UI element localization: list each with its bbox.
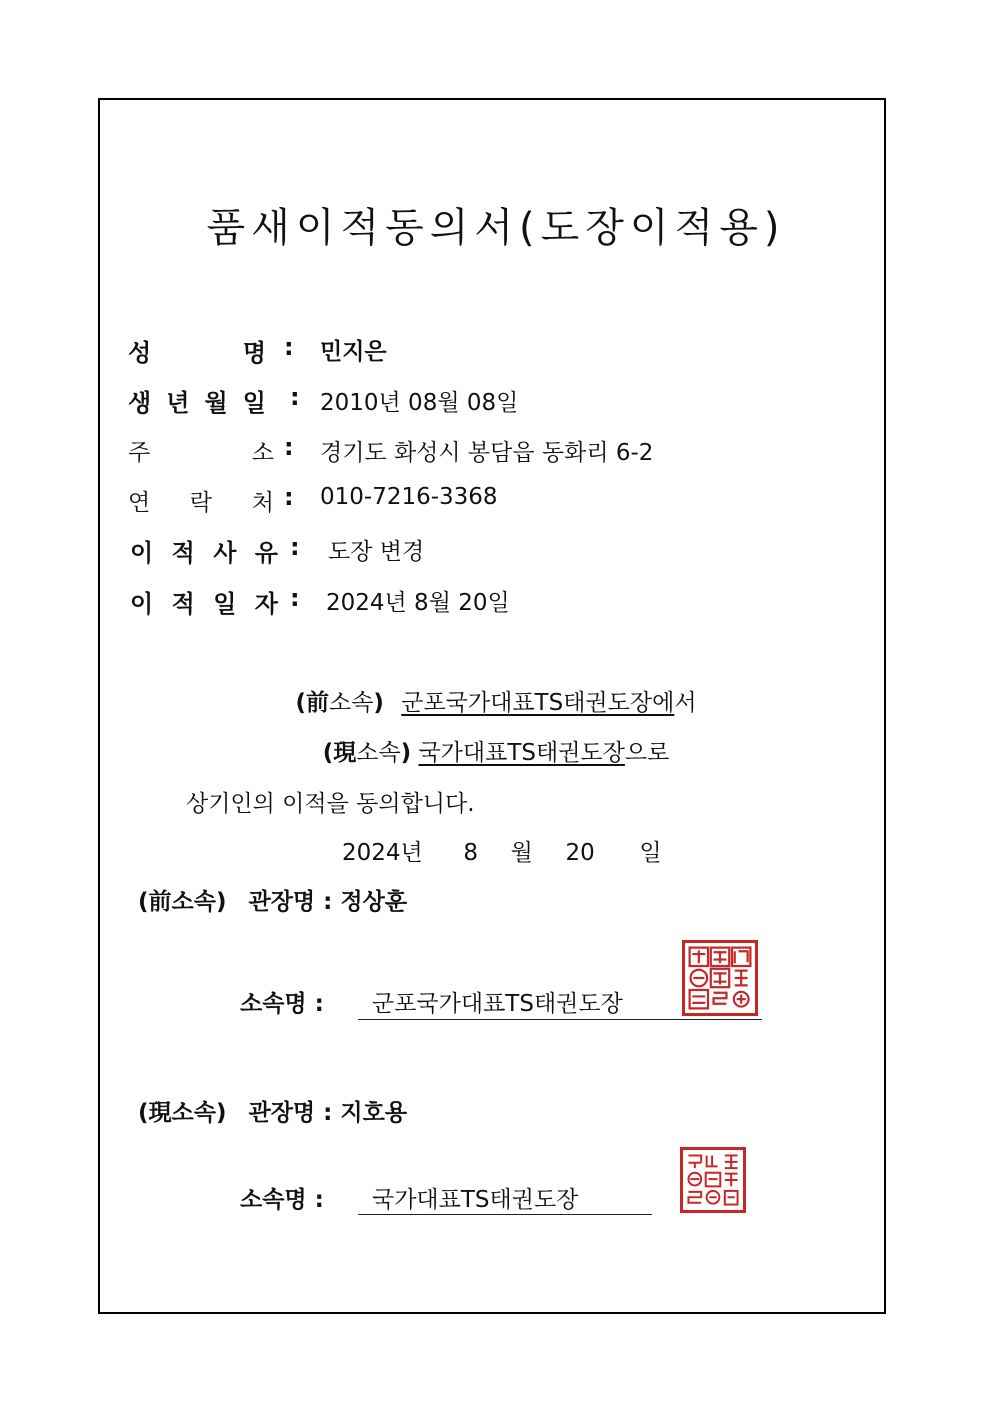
prev-tag-close: ) [373, 690, 384, 716]
sign-month: 8 [463, 840, 479, 866]
new-org-label: 소속명 : [240, 1187, 324, 1213]
address-colon: : [284, 433, 294, 461]
new-head-label: 관장명 [248, 1100, 316, 1126]
new-affiliation-line [0, 734, 992, 767]
new-seal-glyphs [683, 1150, 743, 1210]
new-head-row: (現소속) 관장명 : 지호용 [138, 1100, 408, 1126]
new-dojang-seal [680, 1147, 746, 1213]
new-tag-close: ) [400, 740, 412, 766]
new-section-tag: (現소속) [138, 1100, 227, 1126]
reason-label: 이 적 사 유 [130, 539, 280, 567]
prev-affiliation-line [0, 684, 992, 717]
new-head-name: 지호용 [340, 1100, 408, 1126]
new-dojang-name: 국가대표TS태권도장 [418, 740, 625, 766]
new-tag-open: (現 [322, 740, 357, 766]
sign-month-unit: 월 [510, 840, 533, 866]
prev-org-label: 소속명 : [240, 991, 324, 1017]
birth-value: 2010년 08월 08일 [320, 390, 519, 416]
contact-value: 010-7216-3368 [320, 484, 498, 510]
sign-year: 2024년 [342, 840, 423, 866]
prev-seal-glyphs [685, 943, 755, 1013]
name-colon: : [284, 333, 294, 361]
new-org-underline [358, 1214, 652, 1215]
prev-tag-open: (前 [295, 690, 329, 716]
date-value: 2024년 8월 20일 [326, 590, 510, 616]
prev-section-tag: (前소속) [138, 889, 227, 915]
sign-date [342, 834, 662, 867]
name-value: 민지은 [320, 339, 387, 365]
contact-label: 연 락 처 [128, 490, 274, 516]
new-org-name: 국가대표TS태권도장 [372, 1187, 579, 1213]
reason-value: 도장 변경 [328, 539, 425, 565]
name-label: 성 명 [128, 339, 268, 367]
prev-head-row: (前소속) 관장명 : 정상훈 [138, 889, 408, 915]
address-value: 경기도 화성시 봉담읍 동화리 6-2 [320, 440, 654, 466]
reason-colon: : [290, 533, 300, 561]
prev-head-label: 관장명 [248, 889, 316, 915]
new-suffix: 으로 [624, 740, 670, 766]
sign-day: 20 [565, 840, 595, 866]
prev-tag-mid: 소속 [328, 690, 374, 716]
document-title: 품새이적동의서(도장이적용) [206, 205, 786, 251]
date-label: 이 적 일 자 [130, 590, 280, 618]
address-label: 주 소 [128, 440, 274, 466]
prev-org-name: 군포국가대표TS태권도장 [372, 991, 623, 1017]
sign-day-unit: 일 [639, 840, 662, 866]
consent-text: 상기인의 이적을 동의합니다. [186, 791, 475, 817]
prev-dojang-name: 군포국가대표TS태권도장에 [401, 690, 675, 716]
prev-suffix: 서 [674, 690, 697, 716]
birth-label: 생 년 월 일 [128, 389, 268, 417]
birth-colon: : [290, 383, 300, 411]
prev-head-name: 정상훈 [340, 889, 408, 915]
prev-org-underline [358, 1019, 762, 1020]
new-tag-mid: 소속 [356, 740, 401, 766]
contact-colon: : [284, 483, 294, 511]
prev-dojang-seal [682, 940, 758, 1016]
date-colon: : [290, 584, 300, 612]
